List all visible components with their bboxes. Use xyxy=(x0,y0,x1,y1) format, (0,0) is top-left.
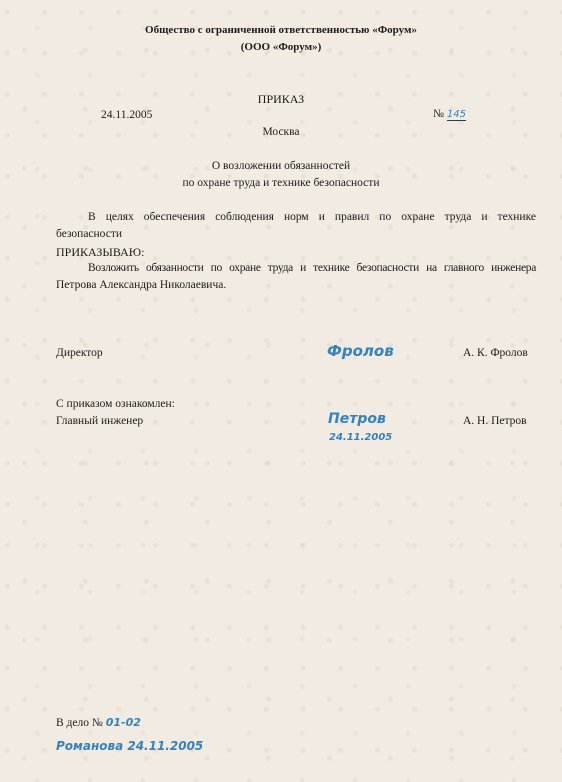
clerk-note: Романова 24.11.2005 xyxy=(56,739,204,753)
engineer-title: Главный инженер xyxy=(56,415,144,427)
engineer-signature: Петров xyxy=(328,411,386,427)
director-name: А. К. Фролов xyxy=(463,347,528,359)
director-signature: Фролов xyxy=(327,342,394,360)
paragraph-2-line2: Петрова Александра Николаевича. xyxy=(56,279,227,291)
file-number: 01-02 xyxy=(105,716,141,729)
acquaintance-label: С приказом ознакомлен: xyxy=(56,398,175,410)
file-note xyxy=(56,716,141,729)
director-title: Директор xyxy=(56,347,103,359)
order-subject-line1: О возложении обязанностей xyxy=(211,160,351,172)
number-sign: № xyxy=(433,108,444,120)
order-directive: ПРИКАЗЫВАЮ: xyxy=(56,245,145,259)
order-number xyxy=(433,108,466,121)
paragraph-1-line2: безопасности xyxy=(56,228,123,240)
order-date: 24.11.2005 xyxy=(101,109,153,121)
paragraph-1-line1: В целях обеспечения соблюдения норм и правил по охране труда и технике xyxy=(88,211,536,223)
org-name: Общество с ограниченной ответственностью «Форум» xyxy=(145,24,417,36)
org-short-name: (ООО «Форум») xyxy=(240,41,322,53)
order-city: Москва xyxy=(262,126,300,138)
order-title: ПРИКАЗ xyxy=(257,92,305,106)
file-label: В дело № xyxy=(56,717,103,729)
engineer-name: А. Н. Петров xyxy=(463,415,527,427)
order-subject-line2: по охране труда и технике безопасности xyxy=(182,177,380,189)
paragraph-2-line1: Возложить обязанности по охране труда и технике безопасности на главного инженера xyxy=(88,262,536,274)
engineer-sign-date: 24.11.2005 xyxy=(329,432,393,443)
order-number-value: 145 xyxy=(446,109,466,120)
